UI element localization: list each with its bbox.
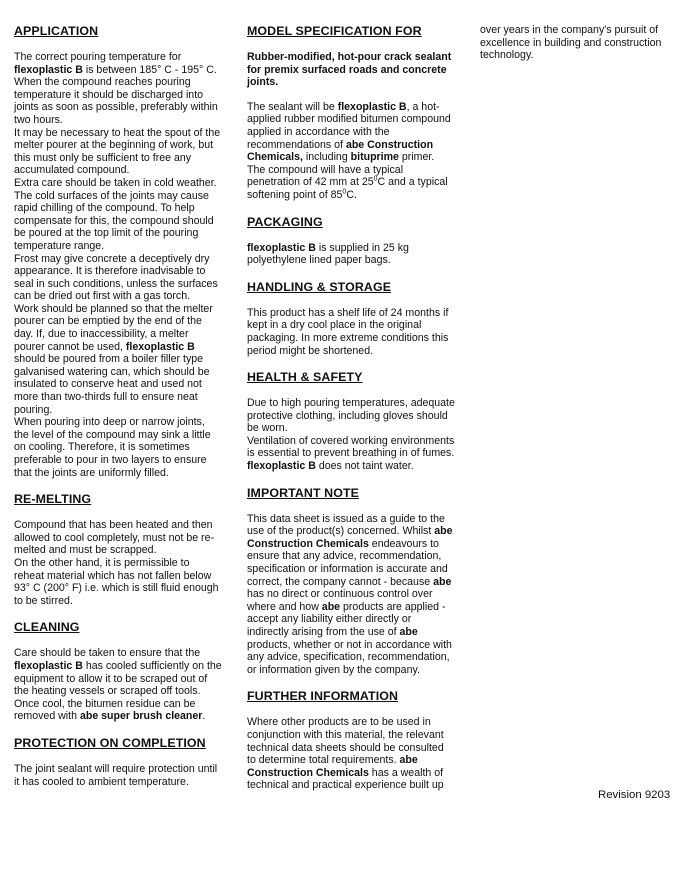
product-name: flexoplastic B	[14, 63, 83, 76]
application-p1: The correct pouring temperature for flexoplastic B is between 185° C - 195° C.	[14, 51, 217, 76]
remelting-p1: Compound that has been heated and then allowed to cool completely, must not be re-melted and must be scrapped.	[14, 519, 215, 557]
section-health-safety	[247, 370, 455, 473]
heading-remelting: RE-MELTING	[14, 492, 92, 507]
heading-important-note: IMPORTANT NOTE	[247, 485, 359, 500]
product-name: flexoplastic B	[14, 659, 83, 672]
model-spec-p1: The sealant will be flexoplastic B, a hot-applied rubber modified bitumen compound applied in accordance with the recommendations of abe Construction Chemicals, including bituprime primer. The compound will have a typical penetration of 42 mm at $25^0C$ and a typical softening point of $85^0C$.	[247, 100, 451, 201]
company-name: abe Construction Chemicals,	[247, 138, 434, 164]
application-p4: Extra care should be taken in cold weather. The cold surfaces of the joints may cause rapid chilling of the compound. To help compensate for this, the compound should be poured at the top limit of the pouring temperature range.	[14, 176, 217, 252]
revision-label: Revision 9203	[598, 789, 671, 801]
further-p1: Where other products are to be used in conjunction with this material, the relevant technical data sheets should be consulted to determine total requirements. abe Construction Chemicals has a wealth of technical and practical experience built up over years in the company's pursuit of excellence in building and construction technology.	[247, 24, 662, 792]
application-p3: It may be necessary to heat the spout of the melter pourer at the beginning of work, but this must only be sufficient to free any accumulated compound.	[14, 126, 221, 177]
heading-model-specification: MODEL SPECIFICATION FOR	[247, 24, 422, 38]
section-important-note	[247, 486, 455, 677]
document-body	[14, 24, 688, 804]
section-handling-storage	[247, 280, 455, 357]
application-p7: When pouring into deep or narrow joints, the level of the compound may sink a little on cooling. Therefore, it is sometimes preferable to pour in two layers to ensure that the joints are uniformly filled.	[14, 416, 211, 479]
heading-packaging: PACKAGING	[247, 214, 323, 229]
primer-name: bituprime	[350, 151, 399, 164]
heading-cleaning: CLEANING	[14, 620, 80, 635]
section-application	[14, 24, 222, 479]
section-remelting	[14, 492, 222, 607]
health-p2: Ventilation of covered working environments is essential to prevent breathing in of fumes.	[247, 434, 455, 460]
application-p6: Work should be planned so that the melter pourer can be emptied by the end of the day. If, due to inaccessibility, a melter pourer cannot be used, flexoplastic B should be poured from a boiler filler type galvanised watering can, which should be insulated to conserve heat and used not more than two-thirds full to ensure neat pouring.	[14, 302, 213, 416]
protection-p1: The joint sealant will require protection until it has cooled to ambient temperature.	[14, 762, 218, 788]
company-name: abe Construction Chemicals	[247, 525, 453, 550]
section-packaging	[247, 215, 455, 267]
health-p1: Due to high pouring temperatures, adequate protective clothing, including gloves should be worn.	[247, 397, 455, 435]
remelting-p2: On the other hand, it is permissible to reheat material which has not fallen below 93° C (200° F) i.e. which is still fluid enough to be stirred.	[14, 556, 219, 607]
heading-further-information: FURTHER INFORMATION	[247, 689, 399, 704]
section-model-specification	[247, 24, 455, 202]
section-protection	[14, 736, 222, 788]
health-p3: flexoplastic B does not taint water.	[247, 460, 414, 473]
heading-handling-storage: HANDLING & STORAGE	[247, 279, 392, 294]
application-p2: When the compound reaches pouring temperature it should be discharged into joints as soon as possible, preferably within two hours.	[14, 76, 218, 126]
handling-p1: This product has a shelf life of 24 months if kept in a dry cool place in the original packaging. In more extreme conditions this period might be shortened.	[247, 306, 449, 357]
section-cleaning	[14, 620, 222, 723]
heading-application: APPLICATION	[14, 24, 99, 38]
model-spec-subtitle: Rubber-modified, hot-pour crack sealant for premix surfaced roads and concrete joints.	[247, 51, 452, 89]
product-name: flexoplastic B	[337, 100, 407, 113]
application-p5: Frost may give concrete a deceptively dry appearance. It is therefore inadvisable to seal in such conditions, unless the surfaces can be dried out first with a gas torch.	[14, 252, 218, 303]
product-name: flexoplastic B	[247, 460, 316, 473]
product-name: flexoplastic B	[125, 340, 195, 353]
heading-protection: PROTECTION ON COMPLETION	[14, 735, 206, 750]
note-p1: This data sheet is issued as a guide to the use of the product(s) concerned. Whilst abe Construction Chemicals endeavours to ensure that any advice, recommendation, specification or information is accurate and correct, the company cannot - because abe has no direct or continuous control over where and how abe products are applied - accept any liability either directly or indirectly arising from the use of abe products, whether or not in accordance with any advice, specification, recommendation, or information given by the company.	[247, 512, 453, 676]
heading-health-safety: HEALTH & SAFETY	[247, 370, 363, 385]
cleaner-name: abe super brush cleaner	[79, 710, 203, 723]
product-name: flexoplastic B	[247, 241, 316, 254]
company-name: abe Construction Chemicals	[247, 754, 418, 779]
packaging-p1: flexoplastic B is supplied in 25 kg polyethylene lined paper bags.	[247, 241, 409, 267]
cleaning-p1: Care should be taken to ensure that the flexoplastic B has cooled sufficiently on the equipment to allow it to be scraped out of the heating vessels or scraped off tools. Once cool, the bitumen residue can be removed with abe super brush cleaner.	[14, 647, 222, 723]
